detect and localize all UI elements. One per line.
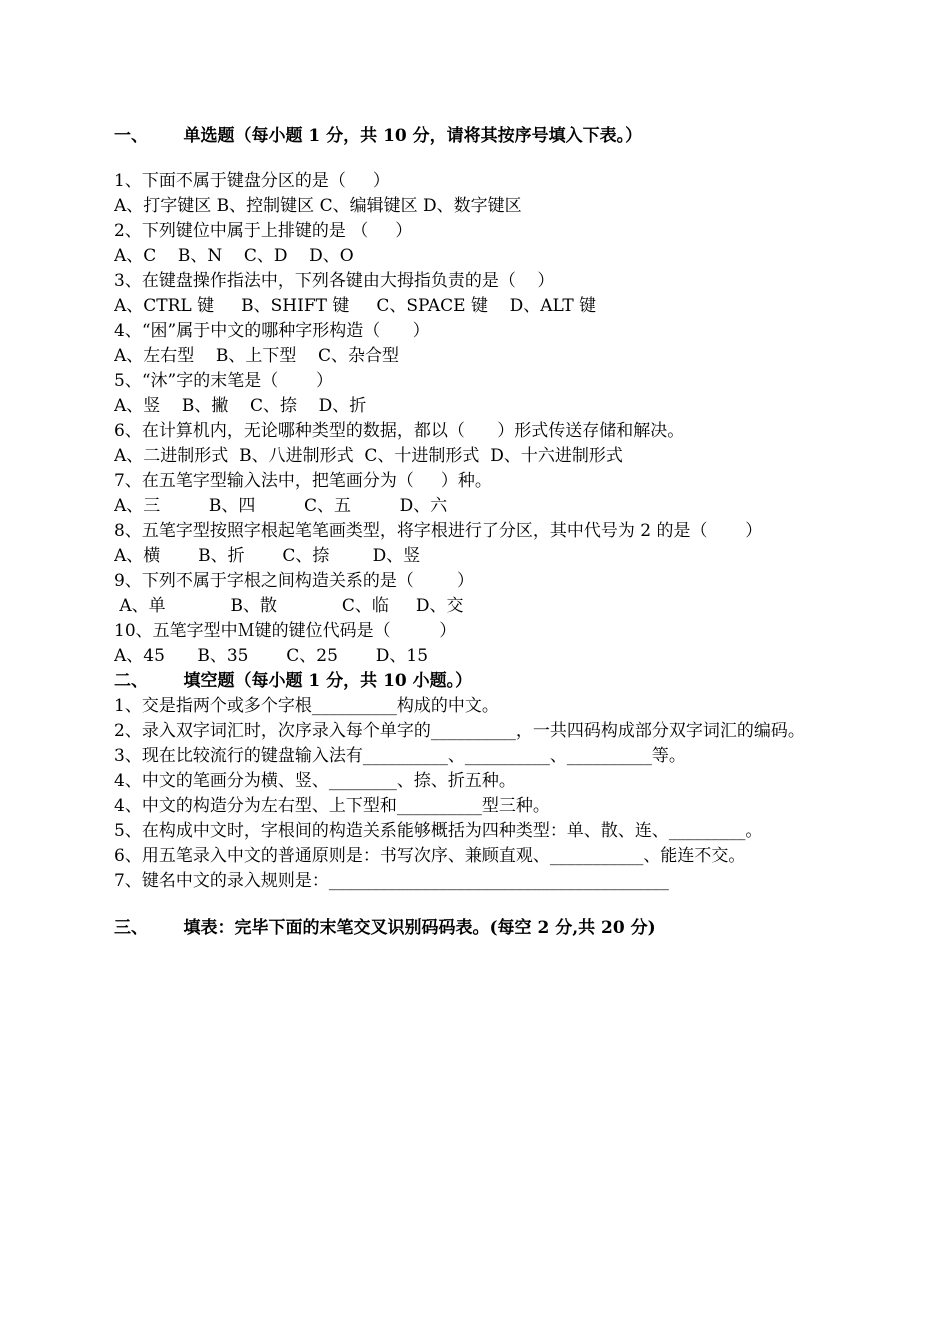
options-line: A、二进制形式 B、八进制形式 C、十进制形式 D、十六进制形式 xyxy=(114,446,623,466)
question-line: 8、五笔字型按照字根起笔笔画类型，将字根进行了分区，其中代号为 2 的是（ ） xyxy=(114,521,763,541)
question-line: 9、下列不属于字根之间构造关系的是（ ） xyxy=(114,571,475,591)
fill-blank-line: 1、交是指两个或多个字根__________构成的中文。 xyxy=(114,696,499,716)
options-line: A、横 B、折 C、捺 D、竖 xyxy=(114,546,421,566)
document-page xyxy=(114,124,844,941)
fill-blank-line: 7、键名中文的录入规则是：________________________________________ xyxy=(114,871,669,891)
options-line: A、竖 B、撇 C、捺 D、折 xyxy=(114,396,367,416)
question-line: 1、下面不属于键盘分区的是（ ） xyxy=(114,171,390,191)
question-line: 7、在五笔字型输入法中，把笔画分为（ ）种。 xyxy=(114,471,492,491)
options-line: A、打字键区 B、控制键区 C、编辑键区 D、数字键区 xyxy=(114,196,522,216)
question-line: 4、“困”属于中文的哪种字形构造（ ） xyxy=(114,321,430,341)
fill-blank-line: 3、现在比较流行的键盘输入法有__________、__________、__________等。 xyxy=(114,746,686,766)
fill-blank-line: 4、中文的笔画分为横、竖、________、捺、折五种。 xyxy=(114,771,516,791)
options-line: A、45 B、35 C、25 D、15 xyxy=(114,646,429,666)
question-line: 2、下列键位中属于上排键的是 （ ） xyxy=(114,221,413,241)
fill-blank-line: 2、录入双字词汇时，次序录入每个单字的__________，一共四码构成部分双字词汇的编码。 xyxy=(114,721,805,741)
options-line: A、三 B、四 C、五 D、六 xyxy=(114,496,448,516)
fill-blank-line: 5、在构成中文时，字根间的构造关系能够概括为四种类型：单、散、连、_________。 xyxy=(114,821,763,841)
fill-blank-line: 6、用五笔录入中文的普通原则是：书写次序、兼顾直观、___________、能连不交。 xyxy=(114,846,746,866)
section-2-questions xyxy=(114,694,844,894)
options-line: A、单 B、散 C、临 D、交 xyxy=(114,596,464,616)
options-line: A、C B、N C、D D、O xyxy=(114,246,354,266)
question-line: 6、在计算机内，无论哪种类型的数据，都以（ ）形式传送存储和解决。 xyxy=(114,421,685,441)
section-heading-3: 三、 填表：完毕下面的末笔交叉识别码码表。(每空 2 分,共 20 分) xyxy=(114,918,656,938)
question-line: 5、“沐”字的末笔是（ ） xyxy=(114,371,334,391)
options-line: A、左右型 B、上下型 C、杂合型 xyxy=(114,346,400,366)
section-heading-1: 一、 单选题（每小题 1 分，共 10 分，请将其按序号填入下表。） xyxy=(114,126,643,146)
section-heading-2: 二、 填空题（每小题 1 分，共 10 小题。） xyxy=(114,671,473,691)
section-1-questions xyxy=(114,169,844,669)
options-line: A、CTRL 键 B、SHIFT 键 C、SPACE 键 D、ALT 键 xyxy=(114,296,597,316)
question-line: 10、五笔字型中Ｍ键的键位代码是（ ） xyxy=(114,621,457,641)
question-line: 3、在键盘操作指法中，下列各键由大拇指负责的是（ ） xyxy=(114,271,555,291)
fill-blank-line: 4、中文的构造分为左右型、上下型和__________型三种。 xyxy=(114,796,550,816)
